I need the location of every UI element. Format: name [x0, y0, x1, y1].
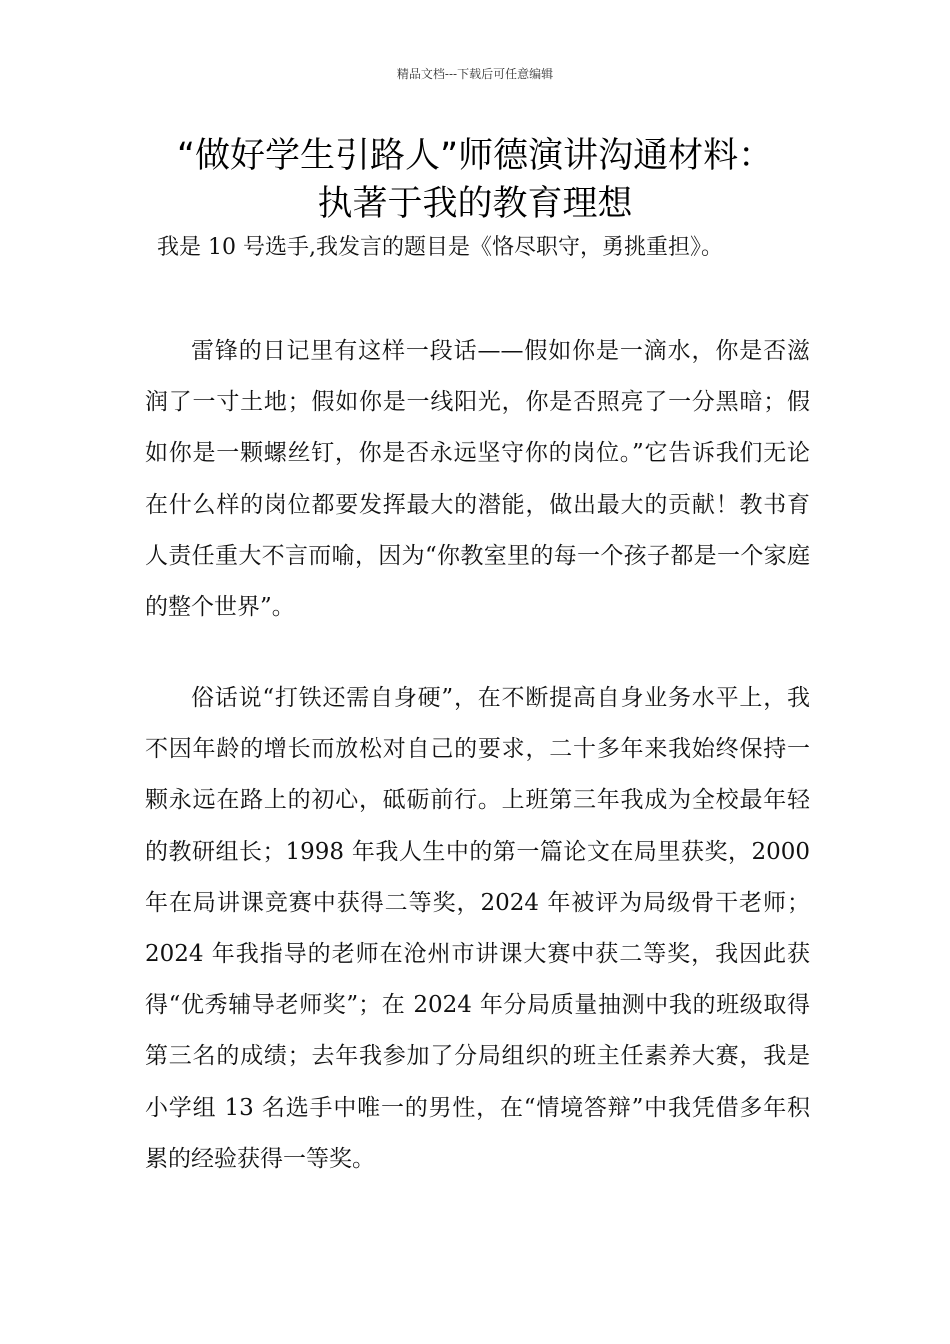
document-title-line-1: “做好学生引路人”师德演讲沟通材料：	[176, 136, 774, 176]
speaker-intro: 我是 10 号选手,我发言的题目是《恪尽职守，勇挑重担》。	[157, 235, 723, 260]
document-title-line-2: 执著于我的教育理想	[317, 184, 633, 224]
header-note: 精品文档---下载后可任意编辑	[396, 67, 554, 81]
paragraph-achievements: 俗话说“打铁还需自身硬”，在不断提高自身业务水平上，我不因年龄的增长而放松对自己的要求，二十多年来我始终保持一颗永远在路上的初心，砥砺前行。上班第三年我成为全校最年轻的教研组长；1998 年我人生中的第一篇论文在局里获奖，2000 年在局讲课竞赛中获得二等奖，2024 年被评为局级骨干老师；2024 年我指导的老师在沧州市讲课大赛中获二等奖，我因此获得“优秀辅导老师奖”；在 2024 年分局质量抽测中我的班级取得第三名的成绩；去年我参加了分局组织的班主任素养大赛，我是小学组 13 名选手中唯一的男性，在“情境答辩”中我凭借多年积累的经验获得一等奖。	[145, 685, 810, 1172]
paragraph-lei-feng: 雷锋的日记里有这样一段话——假如你是一滴水，你是否滋润了一寸土地；假如你是一线阳光，你是否照亮了一分黑暗；假如你是一颗螺丝钉，你是否永远坚守你的岗位。”它告诉我们无论在什么样的岗位都要发挥最大的潜能，做出最大的贡献！教书育人责任重大不言而喻，因为“你教室里的每一个孩子都是一个家庭的整个世界”。	[145, 338, 810, 621]
